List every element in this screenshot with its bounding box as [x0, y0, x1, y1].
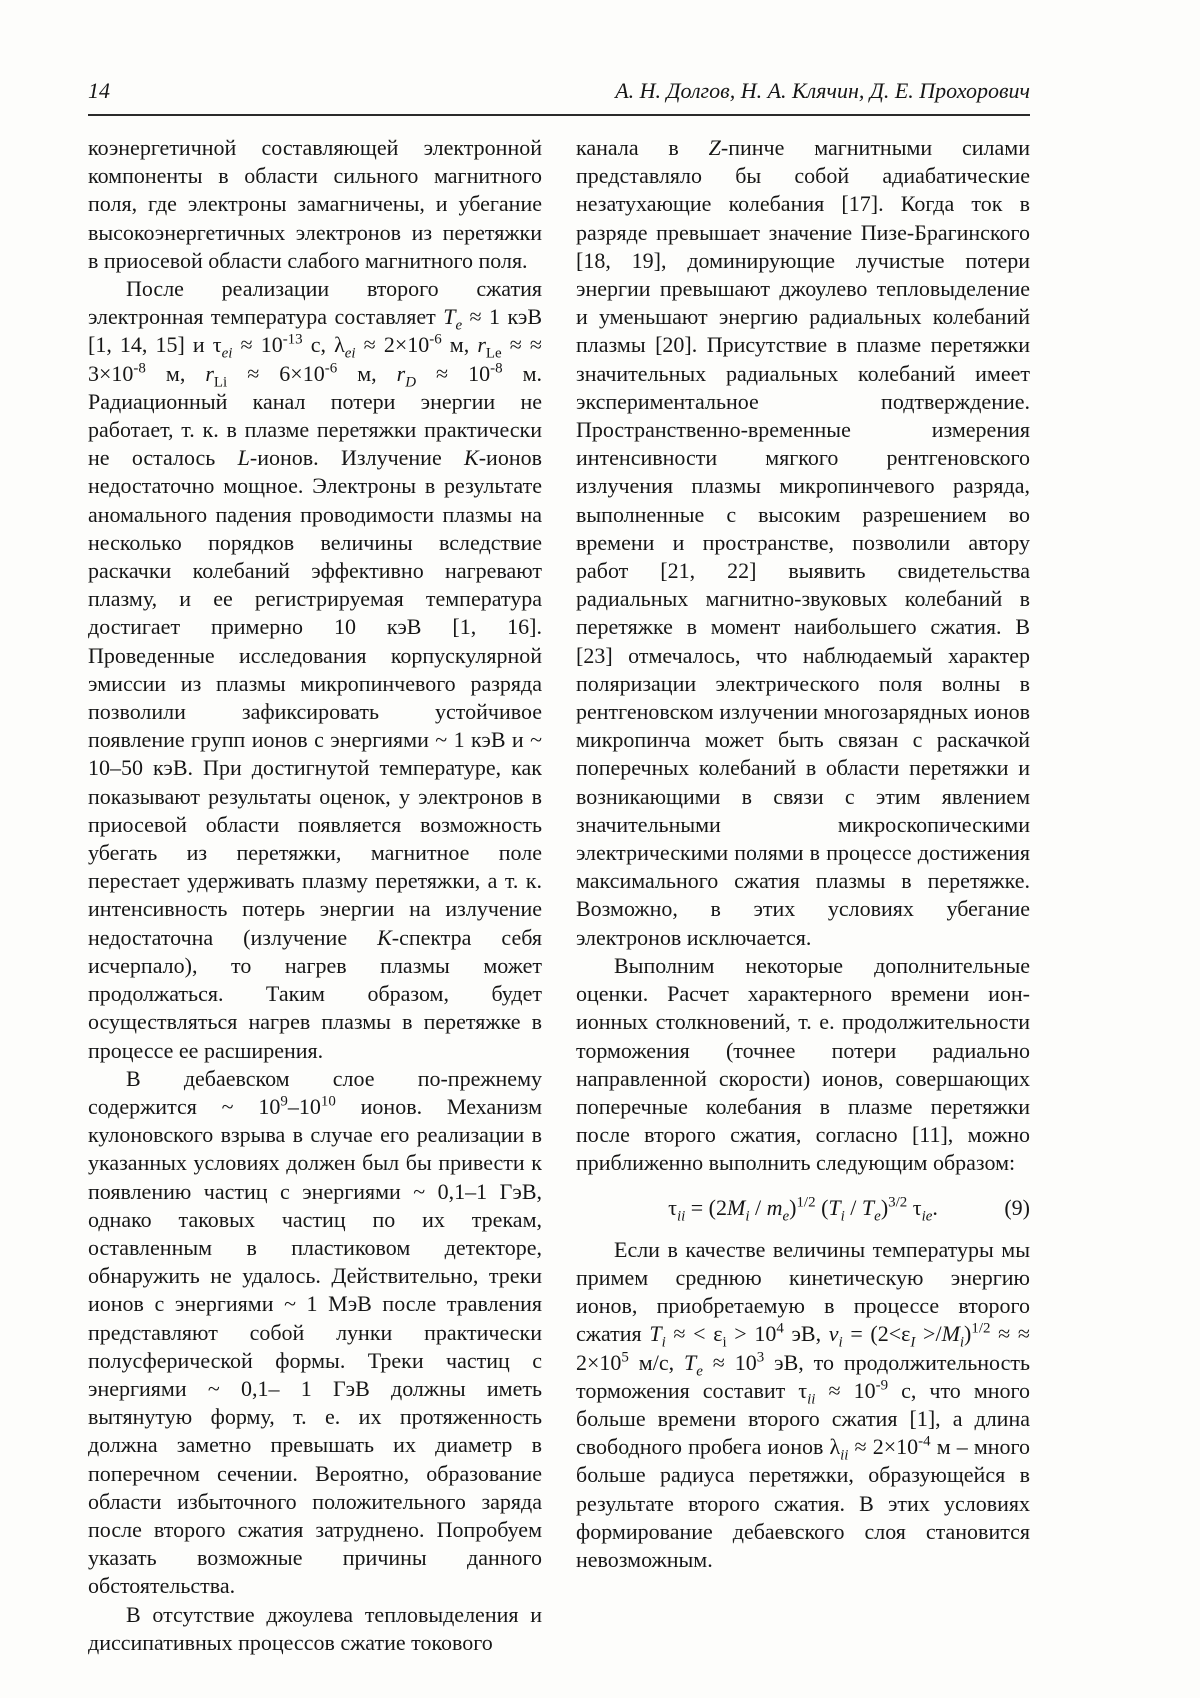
paragraph: В отсутствие джоулева тепловыделения и диссипативных процессов сжатие токового [88, 1601, 542, 1655]
equation-body: $\tau_{ii} = (2M_i / m_e)^{1/2}$ $(T_i / T_e)^{3/2}$ $\tau_{ie}$. [668, 1194, 938, 1224]
paragraph: Если в качестве величины температуры мы примем среднюю кинетическую энергию ионов, приобретаемую в процессе второго сжатия $T_i$ ≈ < $\varepsilon_i > 10^4$ эВ, $v_i = (2<\varepsilon_I >/M_i)^{1/2}$ ≈ ≈ $2\times 10^5$ м/с, $T_e \approx 10^3$ эВ, то продолжительность торможения составит $\tau_{ii} \approx 10^{-9}$ с, что много больше времени второго сжатия [1], а длина свободного пробега ионов $\lambda_{ii} \approx 2\times 10^{-4}$ м – много больше радиуса перетяжки, образующейся в результате второго сжатия. В этих условиях формирование дебаевского слоя становится невозможным. [576, 1236, 1031, 1572]
right-column [576, 134, 1030, 1657]
page-number: 14 [88, 78, 110, 103]
text-columns [88, 134, 1030, 1657]
paragraph: Выполним некоторые дополнительные оценки. Расчет характерного времени ион-ионных столкновений, т. е. продолжительности торможения (точнее потери радиально направленной скорости) ионов, совершающих поперечные колебания в плазме перетяжки после второго сжатия, согласно [11], можно приближенно выполнить следующим образом: [576, 952, 1030, 1176]
paragraph: канала в Z-пинче магнитными силами представляло бы собой адиабатические незатухающие колебания [17]. Когда ток в разряде превышает значение Пизе-Брагинского [18, 19], доминирующие лучистые потери энергии превышают джоулево тепловыделение и уменьшают энергию радиальных колебаний плазмы [20]. Присутствие в плазме перетяжки значительных радиальных колебаний имеет экспериментальное подтверждение. Пространственно-временные измерения интенсивности мягкого рентгеновского излучения плазмы микропинчевого разряда, выполненные с высоким разрешением во времени и пространстве, позволили автору работ [21, 22] выявить свидетельства радиальных магнитно-звуковых колебаний в перетяжке в момент наибольшего сжатия. В [23] отмечалось, что наблюдаемый характер поляризации электрического поля волны в рентгеновском излучении многозарядных ионов микропинча может быть связан с раскачкой поперечных колебаний в области перетяжки и возникающими в связи с этим явлением значительными микроскопическими электрическими полями в процессе достижения максимального сжатия плазмы в перетяжке. Возможно, в этих условиях убегание электронов исключается. [576, 135, 1030, 950]
equation-number: (9) [1004, 1194, 1030, 1220]
running-head [88, 78, 1030, 104]
authors-line: А. Н. Долгов, Н. А. Клячин, Д. Е. Прохорович [615, 78, 1030, 103]
paragraph: коэнергетичной составляющей электронной компоненты в области сильного магнитного поля, где электроны замагничены, и убегание высокоэнергетичных электронов из перетяжки в приосевой области слабого магнитного поля. [88, 135, 542, 273]
paragraph: В дебаевском слое по-прежнему содержится ~ $10^9-10^{10}$ ионов. Механизм кулоновского взрыва в случае его реализации в указанных условиях должен был бы привести к появлению частиц с энергиями ~ 0,1–1 ГэВ, однако таковых частиц по их трекам, оставленным в пластиковом детекторе, обнаружить не удалось. Действительно, треки ионов с энергиями ~ 1 МэВ после травления представляют собой лунки практически полусферической формы. Треки частиц с энергиями ~ 0,1– 1 ГэВ должны иметь вытянутую форму, т. е. их протяженность должна заметно превышать их диаметр в поперечном сечении. Вероятно, образование области избыточного положительного заряда после второго сжатия затруднено. Попробуем указать возможные причины данного обстоятельства. [88, 1065, 542, 1599]
equation [576, 1194, 1030, 1222]
header-rule [88, 114, 1030, 116]
left-column [88, 134, 542, 1657]
paragraph: После реализации второго сжатия электронная температура составляет $T_e \approx 1$ кэВ [1, 14, 15] и $\tau_{ei} \approx 10^{-13}$ с, $\lambda_{ei} \approx 2\times 10^{-6}$ м, $r_{Le}$ ≈ ≈ $3\times 10^{-8}$ м, $r_{Li} \approx 6\times 10^{-6}$ м, $r_D \approx 10^{-8}$ м. Радиационный канал потери энергии не работает, т. к. в плазме перетяжки практически не осталось L-ионов. Излучение K-ионов недостаточно мощное. Электроны в результате аномального падения проводимости плазмы на несколько порядков величины вследствие раскачки колебаний эффективно нагревают плазму, и ее регистрируемая температура достигает примерно 10 кэВ [1, 16]. Проведенные исследования корпускулярной эмиссии из плазмы микропинчевого разряда позволили зафиксировать устойчивое появление групп ионов с энергиями ~ 1 кэВ и ~ 10–50 кэВ. При достигнутой температуре, как показывают результаты оценок, у электронов в приосевой области появляется возможность убегать из перетяжки, магнитное поле перестает удерживать плазму перетяжки, а т. к. интенсивность потерь энергии на излучение недостаточна (излучение K-спектра себя исчерпало), то нагрев плазмы может продолжаться. Таким образом, будет осуществляться нагрев плазмы в перетяжке в процессе ее расширения. [88, 276, 543, 1063]
